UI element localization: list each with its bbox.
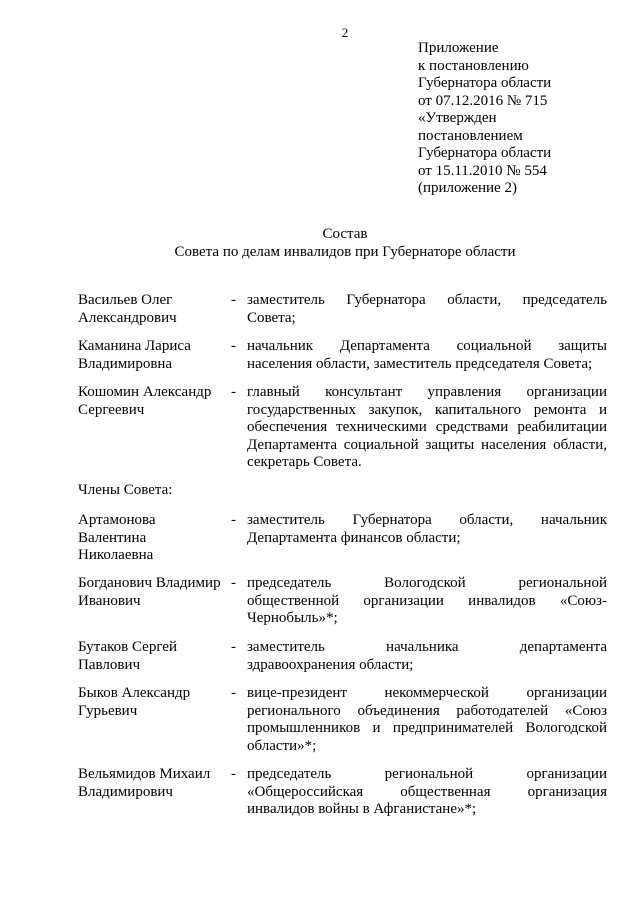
member-name-line: Сергеевич — [78, 401, 145, 418]
member-role — [247, 639, 607, 674]
member-role — [247, 292, 607, 327]
member-name — [78, 292, 228, 327]
member-role-line: председатель региональной организации — [247, 766, 607, 782]
appendix-line: (приложение 2) — [418, 180, 517, 196]
member-role-line: государственных закупок, капитального ремонта и — [247, 401, 607, 418]
member-name-line: Каманина Лариса — [78, 338, 191, 354]
member-name — [78, 639, 228, 674]
entry-dash: - — [231, 292, 236, 308]
member-name-line: Артамонова — [78, 512, 156, 528]
member-role-line: «Общероссийская общественная организация — [247, 783, 607, 800]
member-role-line: населения области, заместитель председателя Совета; — [247, 355, 593, 372]
appendix-line: Губернатора области — [418, 145, 552, 161]
member-role-line: обеспечения техническими средствами реабилитации — [247, 419, 607, 435]
member-name — [78, 766, 228, 801]
entry-dash: - — [231, 512, 236, 528]
page-number: 2 — [341, 25, 349, 40]
member-name — [78, 338, 228, 373]
member-name-line: Владимировна — [78, 355, 173, 372]
member-name-line: Валентина — [78, 529, 147, 546]
member-name-line: Иванович — [78, 592, 141, 609]
member-name-line: Бутаков Сергей — [78, 639, 177, 655]
heading-title: Состав — [322, 226, 368, 242]
member-role-line: общественной организации инвалидов «Союз- — [247, 592, 607, 609]
member-role-line: промышленников и предпринимателей Вологодской — [247, 720, 607, 736]
member-role — [247, 384, 607, 472]
member-role-line: заместитель начальника департамента — [247, 639, 607, 655]
document-heading — [0, 226, 640, 261]
member-role-line: председатель Вологодской региональной — [247, 575, 607, 591]
member-name-line: Александрович — [78, 309, 177, 326]
member-name-line: Владимирович — [78, 783, 173, 800]
member-role-line: Департамента финансов области; — [247, 529, 461, 546]
entry-dash: - — [231, 384, 236, 400]
entry-dash: - — [231, 685, 236, 701]
member-role — [247, 685, 607, 755]
member-name-line: Васильев Олег — [78, 292, 173, 308]
member-name-line: Николаевна — [78, 547, 154, 563]
member-role-line: секретарь Совета. — [247, 454, 362, 470]
appendix-line: Приложение — [418, 40, 499, 56]
member-name — [78, 512, 228, 565]
member-role-line: заместитель Губернатора области, начальник — [247, 512, 607, 528]
member-name-line: Кошомин Александр — [78, 384, 212, 400]
member-role — [247, 512, 607, 547]
member-role-line: здравоохранения области; — [247, 656, 414, 673]
member-role-line: области»*; — [247, 737, 317, 754]
appendix-line: от 07.12.2016 № 715 — [418, 92, 548, 109]
member-name — [78, 685, 228, 720]
member-role-line: Департамента социальной защиты населения области, — [247, 436, 607, 453]
member-role — [247, 575, 607, 628]
member-name-line: Вельямидов Михаил — [78, 766, 211, 782]
appendix-block — [418, 40, 618, 198]
member-role-line: заместитель Губернатора области, председатель — [247, 292, 607, 308]
member-role-line: главный консультант управления организации — [247, 384, 607, 400]
member-role — [247, 338, 607, 373]
member-name-line: Богданович Владимир — [78, 575, 221, 591]
member-role-line: начальник Департамента социальной защиты — [247, 338, 607, 354]
member-role-line: регионального объединения работодателей «Союз — [247, 702, 607, 719]
member-name-line: Гурьевич — [78, 702, 138, 719]
appendix-line: от 15.11.2010 № 554 — [418, 162, 547, 179]
member-name-line: Павлович — [78, 656, 141, 673]
member-role-line: вице-президент некоммерческой организации — [247, 685, 607, 701]
appendix-line: «Утвержден — [418, 110, 497, 126]
heading-subtitle: Совета по делам инвалидов при Губернаторе области — [174, 243, 516, 260]
member-name-line: Быков Александр — [78, 685, 191, 701]
members-section-label: Члены Совета: — [78, 482, 173, 498]
entry-dash: - — [231, 575, 236, 591]
entry-dash: - — [231, 338, 236, 354]
appendix-line: к постановлению — [418, 57, 529, 74]
appendix-line: Губернатора области — [418, 75, 552, 91]
member-name — [78, 384, 228, 419]
member-role-line: Чернобыль»*; — [247, 610, 338, 626]
member-role-line: инвалидов войны в Афганистане»*; — [247, 801, 477, 817]
member-role-line: Совета; — [247, 309, 296, 326]
member-name — [78, 575, 228, 610]
appendix-line: постановлением — [418, 127, 523, 144]
entry-dash: - — [231, 639, 236, 655]
member-role — [247, 766, 607, 819]
entry-dash: - — [231, 766, 236, 782]
